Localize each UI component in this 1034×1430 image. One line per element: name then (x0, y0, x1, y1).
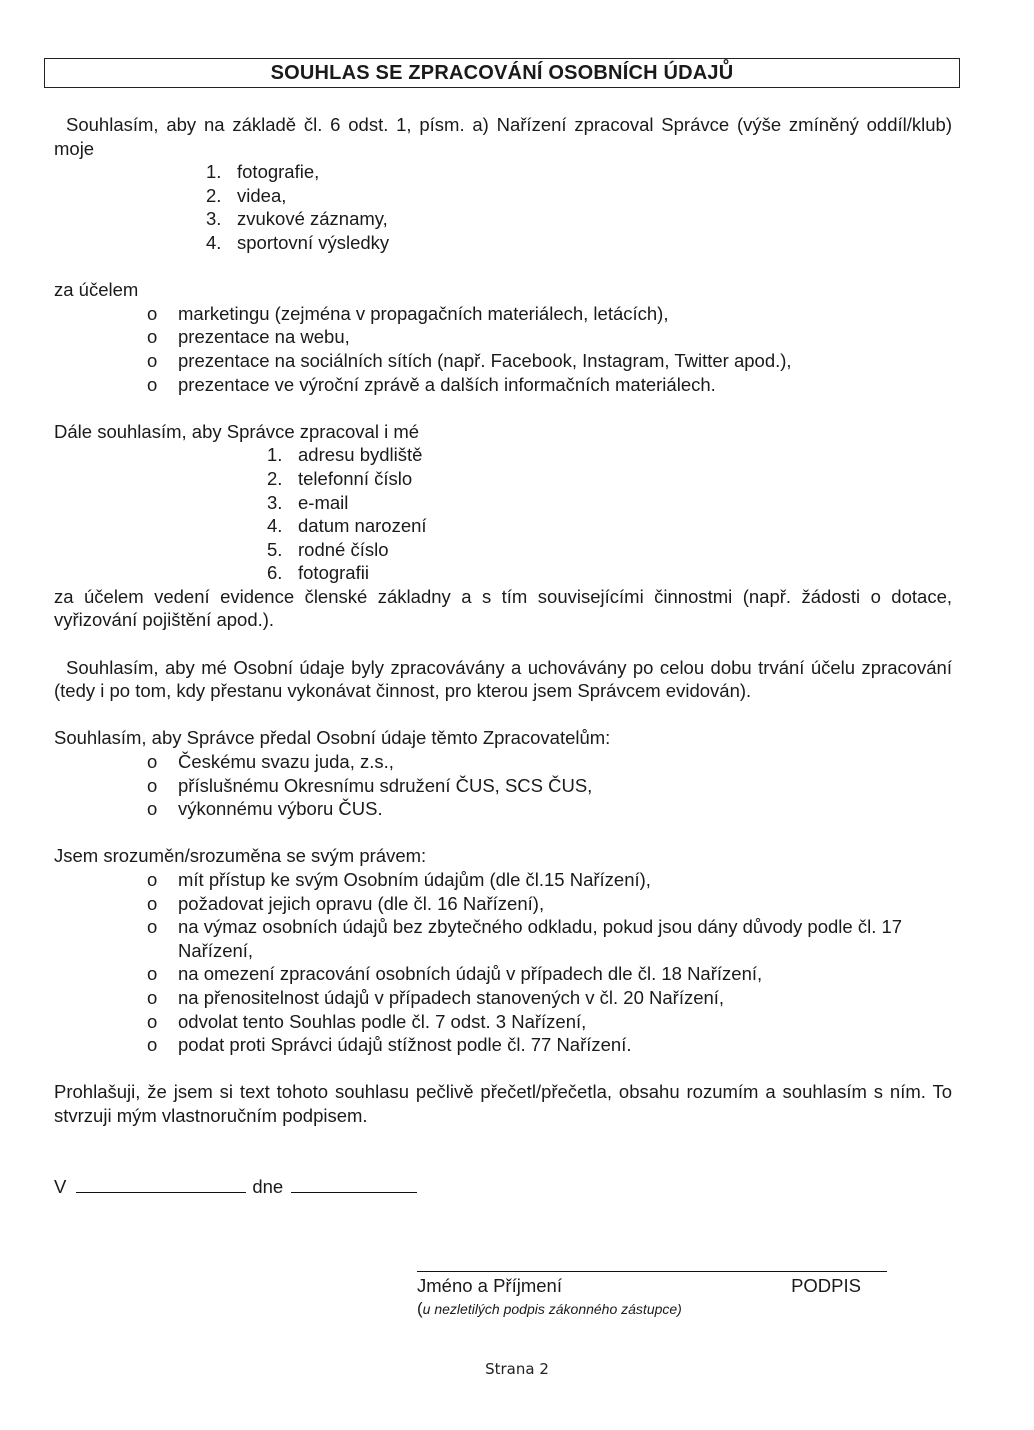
item-text: na přenositelnost údajů v případech stanovených v čl. 20 Nařízení, (178, 986, 725, 1008)
item-text: fotografii (298, 562, 369, 584)
item-text: na výmaz osobních údajů bez zbytečného odkladu, pokud jsou dány důvody podle čl. 17 Nařízení, (178, 916, 903, 961)
personal-data-item (267, 561, 952, 585)
item-text: sportovní výsledky (237, 231, 390, 253)
item-text: výkonnému výboru ČUS. (178, 798, 383, 820)
document-body (54, 113, 952, 1198)
item-text: videa, (237, 184, 287, 206)
circle-bullet-icon: o (147, 798, 158, 820)
right-item (147, 1033, 952, 1057)
personal-data-list (54, 443, 952, 585)
circle-bullet-icon: o (147, 751, 158, 773)
processor-list (54, 750, 952, 821)
further-consent-intro: Dále souhlasím, aby Správce zpracoval i mé (54, 420, 420, 442)
document-title: SOUHLAS SE ZPRACOVÁNÍ OSOBNÍCH ÚDAJŮ (270, 61, 734, 84)
right-item (147, 1010, 952, 1034)
circle-bullet-icon: o (147, 774, 158, 796)
date-field[interactable] (291, 1174, 417, 1193)
circle-bullet-icon: o (147, 1010, 158, 1032)
circle-bullet-icon: o (147, 373, 158, 395)
processor-item (147, 774, 952, 798)
item-text: požadovat jejich opravu (dle čl. 16 Nařízení), (178, 892, 545, 914)
processor-item (147, 797, 952, 821)
rights-intro: Jsem srozuměn/srozuměna se svým právem: (54, 845, 427, 867)
item-text: příslušnému Okresnímu sdružení ČUS, SCS ČUS, (178, 774, 593, 796)
item-text: na omezení zpracování osobních údajů v případech dle čl. 18 Nařízení, (178, 963, 763, 985)
item-text: telefonní číslo (298, 467, 413, 489)
item-text: Českému svazu juda, z.s., (178, 751, 394, 773)
item-text: adresu bydliště (298, 444, 423, 466)
circle-bullet-icon: o (147, 1034, 158, 1056)
personal-data-item (267, 514, 952, 538)
personal-data-item (267, 538, 952, 562)
date-label: dne (252, 1175, 284, 1197)
name-label: Jméno a Příjmení (417, 1275, 562, 1296)
purpose-label: za účelem (54, 279, 139, 301)
item-number: 3. (206, 208, 222, 230)
item-text: e-mail (298, 491, 349, 513)
personal-data-item (267, 443, 952, 467)
item-text: prezentace ve výroční zprávě a dalších informačních materiálech. (178, 373, 716, 395)
intro-paragraph: Souhlasím, aby na základě čl. 6 odst. 1, písm. a) Nařízení zpracoval Správce (výše zmíněný oddíl/klub) moje (54, 114, 952, 159)
circle-bullet-icon: o (147, 349, 158, 371)
item-text: datum narození (298, 515, 427, 537)
circle-bullet-icon: o (147, 963, 158, 985)
purpose-item (147, 325, 952, 349)
right-item (147, 986, 952, 1010)
item-text: zvukové záznamy, (237, 208, 388, 230)
item-number: 1. (267, 444, 283, 466)
circle-bullet-icon: o (147, 916, 158, 938)
item-number: 4. (267, 515, 283, 537)
item-number: 1. (206, 161, 222, 183)
media-item (206, 184, 952, 208)
right-item (147, 868, 952, 892)
personal-data-item (267, 467, 952, 491)
circle-bullet-icon: o (147, 986, 158, 1008)
item-text: mít přístup ke svým Osobním údajům (dle čl.15 Nařízení), (178, 869, 651, 890)
processors-intro: Souhlasím, aby Správce předal Osobní údaje těmto Zpracovatelům: (54, 727, 611, 749)
signature-block (417, 1271, 887, 1319)
title-box (44, 58, 960, 88)
item-text: prezentace na webu, (178, 326, 350, 348)
signature-label: PODPIS (791, 1275, 861, 1296)
purpose-item (147, 349, 952, 373)
declaration-paragraph: Prohlašuji, že jsem si text tohoto souhlasu pečlivě přečetl/přečetla, obsahu rozumím a souhlasím s ním. To stvrzuji mým vlastnoručním podpisem. (54, 1081, 952, 1126)
item-number: 2. (206, 184, 222, 206)
signature-line[interactable] (417, 1271, 887, 1272)
item-text: rodné číslo (298, 538, 389, 560)
item-text: podat proti Správci údajů stížnost podle čl. 77 Nařízení. (178, 1034, 632, 1056)
retention-paragraph: Souhlasím, aby mé Osobní údaje byly zpracovávány a uchovávány po celou dobu trvání účelu zpracování (tedy i po tom, kdy přestanu vykonávat činnost, pro kterou jsem Správcem evidován). (54, 656, 952, 702)
item-text: odvolat tento Souhlas podle čl. 7 odst. 3 Nařízení, (178, 1010, 587, 1032)
place-label: V (54, 1175, 67, 1197)
circle-bullet-icon: o (147, 302, 158, 324)
right-item (147, 915, 952, 962)
purpose-item (147, 373, 952, 397)
page-number: Strana 2 (485, 1360, 549, 1378)
circle-bullet-icon: o (147, 892, 158, 914)
circle-bullet-icon: o (147, 326, 158, 348)
item-number: 6. (267, 562, 283, 584)
item-text: marketingu (zejména v propagačních materiálech, letácích), (178, 302, 669, 324)
media-list (54, 160, 952, 254)
media-item (206, 231, 952, 255)
item-number: 3. (267, 491, 283, 513)
media-item (206, 160, 952, 184)
place-field[interactable] (76, 1174, 246, 1193)
media-item (206, 207, 952, 231)
purpose-item (147, 302, 952, 326)
circle-bullet-icon: o (147, 869, 158, 890)
item-number: 2. (267, 467, 283, 489)
place-date-row (54, 1174, 952, 1199)
right-item (147, 962, 952, 986)
evidence-purpose-paragraph: za účelem vedení evidence členské základny a s tím souvisejícími činnostmi (např. žádosti o dotace, vyřizování pojištění apod.). (54, 585, 952, 631)
item-text: fotografie, (237, 161, 320, 183)
guardian-note: (u nezletilých podpis zákonného zástupce) (417, 1299, 682, 1318)
item-text: prezentace na sociálních sítích (např. Facebook, Instagram, Twitter apod.), (178, 349, 792, 371)
item-number: 5. (267, 538, 283, 560)
purpose-list (54, 302, 952, 396)
personal-data-item (267, 491, 952, 515)
item-number: 4. (206, 231, 222, 253)
processor-item (147, 750, 952, 774)
rights-list (54, 868, 952, 1057)
right-item (147, 892, 952, 916)
